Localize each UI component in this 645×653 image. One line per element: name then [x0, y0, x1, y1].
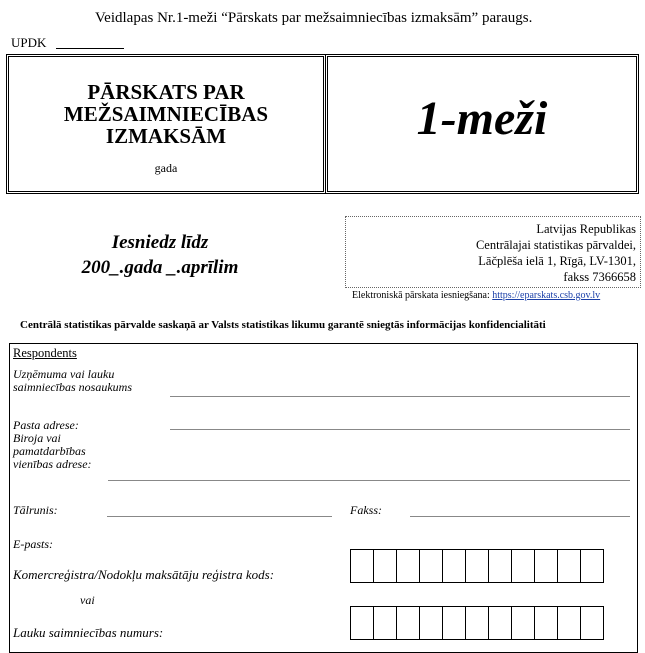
address-line-3: Lāčplēša ielā 1, Rīgā, LV-1301,	[478, 254, 636, 268]
farm-cell[interactable]	[534, 606, 558, 640]
submission-deadline	[60, 230, 260, 280]
year-label: gada	[154, 161, 178, 175]
address-line-4: fakss 7366658	[563, 270, 636, 284]
fax-field[interactable]	[410, 516, 630, 517]
farm-cell[interactable]	[350, 606, 374, 640]
address-line-1: Latvijas Republikas	[536, 222, 636, 236]
report-title-box	[6, 54, 326, 194]
farm-cell[interactable]	[511, 606, 535, 640]
address-line-2: Centrālajai statistikas pārvaldei,	[475, 238, 636, 252]
farm-cell[interactable]	[442, 606, 466, 640]
email-label: E-pasts:	[13, 537, 53, 551]
or-label: vai	[80, 593, 95, 607]
farm-cell[interactable]	[419, 606, 443, 640]
respondent-heading: Respondents	[13, 346, 77, 360]
code-cell[interactable]	[511, 549, 535, 583]
title-line-1: PĀRSKATS PAR	[87, 80, 245, 104]
office-label-2: pamatdarbības	[13, 444, 86, 458]
updk-label: UPDK	[11, 35, 47, 50]
electronic-label: Elektroniskā pārskata iesniegšana:	[352, 290, 490, 301]
office-address-field[interactable]	[108, 480, 630, 481]
report-title	[9, 81, 323, 147]
farm-cell[interactable]	[373, 606, 397, 640]
registry-code-label: Komercreģistra/Nodokļu maksātāju reģistra kods:	[13, 567, 275, 582]
office-label-3: vienības adrese:	[13, 457, 92, 471]
code-cell[interactable]	[534, 549, 558, 583]
postal-address-label: Pasta adrese:	[13, 418, 79, 432]
fax-label: Fakss:	[350, 503, 382, 517]
title-line-3: IZMAKSĀM	[105, 124, 227, 148]
code-cell[interactable]	[465, 549, 489, 583]
confidentiality-notice: Centrālā statistikas pārvalde saskaņā ar Valsts statistikas likumu garantē sniegtās informācijas konfidencialitāti	[20, 319, 546, 331]
title-line-2: MEŽSAIMNIECĪBAS	[63, 102, 269, 126]
farm-cell[interactable]	[465, 606, 489, 640]
phone-label: Tālrunis:	[13, 503, 58, 517]
office-address-label	[13, 432, 92, 471]
code-cell[interactable]	[396, 549, 420, 583]
code-cell[interactable]	[580, 549, 604, 583]
company-name-field[interactable]	[170, 396, 630, 397]
deadline-line-1: Iesniedz līdz	[111, 232, 209, 253]
code-cell[interactable]	[373, 549, 397, 583]
deadline-line-2: 200_.gada _.aprīlim	[81, 257, 239, 278]
farm-number-label: Lauku saimniecības numurs:	[13, 625, 164, 640]
form-code-box	[325, 54, 639, 194]
company-name-label	[13, 368, 132, 394]
updk-field-line	[56, 48, 124, 49]
company-name-label-2: saimniecības nosaukums	[13, 380, 132, 394]
farm-cell[interactable]	[580, 606, 604, 640]
code-cell[interactable]	[350, 549, 374, 583]
document-caption: Veidlapas Nr.1-meži “Pārskats par mežsaimniecības izmaksām” paraugs.	[95, 10, 533, 26]
code-cell[interactable]	[488, 549, 512, 583]
farm-number-cells[interactable]	[351, 606, 604, 640]
code-cell[interactable]	[442, 549, 466, 583]
farm-cell[interactable]	[396, 606, 420, 640]
postal-address-field[interactable]	[170, 429, 630, 430]
respondent-form	[9, 343, 638, 653]
eparskats-link[interactable]: https://eparskats.csb.gov.lv	[492, 290, 601, 301]
form-code: 1-meži	[416, 92, 548, 145]
electronic-submission	[352, 290, 600, 301]
farm-cell[interactable]	[557, 606, 581, 640]
phone-field[interactable]	[107, 516, 332, 517]
company-name-label-1: Uzņēmuma vai lauku	[13, 367, 115, 381]
farm-cell[interactable]	[488, 606, 512, 640]
office-label-1: Biroja vai	[13, 431, 61, 445]
code-cell[interactable]	[557, 549, 581, 583]
recipient-address	[345, 216, 641, 288]
code-cell[interactable]	[419, 549, 443, 583]
registry-code-cells[interactable]	[351, 549, 604, 583]
